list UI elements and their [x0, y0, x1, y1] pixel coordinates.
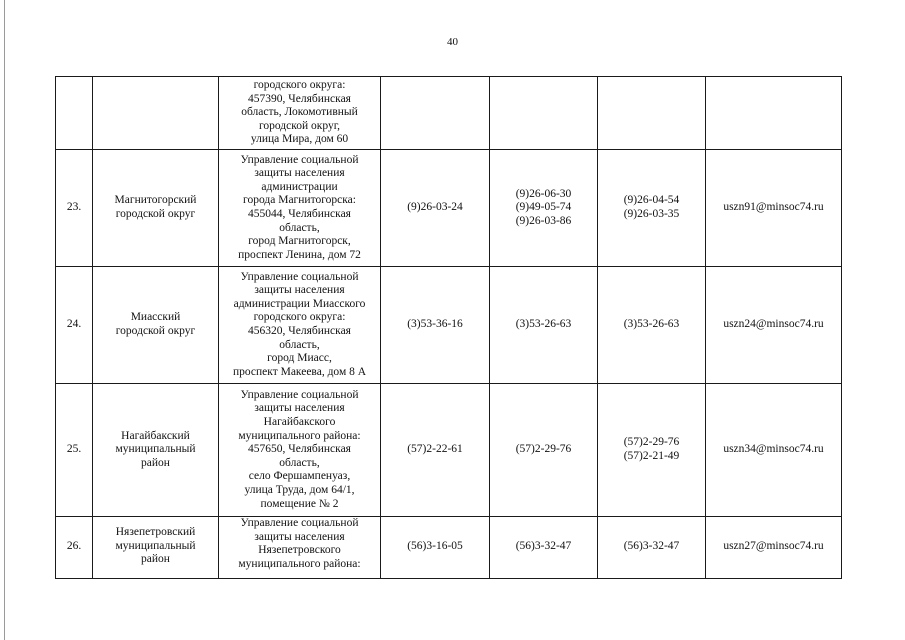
district-cell	[93, 517, 219, 579]
scan-left-edge	[4, 0, 5, 640]
district-line: район	[141, 553, 170, 566]
address-line: 456320, Челябинская	[248, 325, 351, 337]
address-line: улица Мира, дом 60	[250, 133, 349, 146]
address-line: область,	[279, 456, 320, 469]
address-line: проспект Макеева, дом 8 А	[232, 365, 367, 378]
contacts-table	[55, 76, 842, 579]
address-line: область,	[279, 338, 320, 351]
address-line: городского округа:	[253, 79, 346, 92]
address-line: Управление социальной	[240, 270, 359, 283]
fax-cell	[598, 384, 706, 517]
address-line: село Фершампенуаз,	[248, 470, 351, 483]
phone-cell	[381, 150, 490, 267]
address-line: Управление социальной	[240, 388, 359, 401]
district-cell	[93, 384, 219, 517]
address-line: 457390, Челябинская	[248, 92, 351, 105]
phone-cell	[381, 384, 490, 517]
district-line: муниципальный	[115, 539, 196, 552]
district-line: Нязепетровский	[115, 526, 196, 539]
email-cell	[706, 77, 842, 150]
fax-line: (56)3-32-47	[623, 539, 680, 552]
fax-cell	[598, 267, 706, 384]
address-line: защиты населения	[254, 284, 345, 297]
phone2-line: (56)3-32-47	[515, 539, 572, 552]
phone2-cell	[490, 267, 598, 384]
address-line: улица Труда, дом 64/1,	[244, 483, 355, 496]
address-cell	[219, 77, 381, 150]
address-line: муниципального района:	[238, 429, 361, 442]
email-cell: uszn34@minsoc74.ru	[706, 384, 842, 517]
address-line: область, Локомотивный	[241, 106, 358, 119]
row-number-cell: 25.	[56, 384, 93, 517]
table-row	[56, 267, 842, 384]
address-line: проспект Ленина, дом 72	[238, 248, 361, 261]
row-number-cell: 23.	[56, 150, 93, 267]
fax-cell	[598, 150, 706, 267]
district-line: городской округ	[115, 208, 196, 220]
table-row	[56, 150, 842, 267]
district-cell	[93, 150, 219, 267]
district-line: городской округ	[115, 325, 196, 337]
address-line: городского округа:	[253, 311, 346, 324]
table-row	[56, 384, 842, 517]
fax-line: (9)26-04-54	[623, 194, 680, 207]
phone-line: (9)26-03-24	[407, 201, 463, 214]
phone-cell	[381, 517, 490, 579]
address-line: город Магнитогорск,	[248, 235, 351, 248]
phone-cell	[381, 77, 490, 150]
phone2-cell	[490, 150, 598, 267]
fax-line: (3)53-26-63	[623, 318, 680, 331]
email-cell: uszn91@minsoc74.ru	[706, 150, 842, 267]
phone2-line: (9)49-05-74	[515, 201, 572, 214]
phone2-line: (9)26-03-86	[515, 214, 572, 227]
page-number: 40	[447, 36, 458, 48]
table-row	[56, 517, 842, 579]
phone-cell	[381, 267, 490, 384]
address-line: Управление социальной	[240, 153, 359, 166]
phone2-cell	[490, 384, 598, 517]
address-cell	[219, 150, 381, 267]
address-line: Управление социальной	[240, 517, 359, 529]
address-line: защиты населения	[254, 167, 345, 180]
address-line: помещение № 2	[260, 497, 339, 510]
email-cell: uszn27@minsoc74.ru	[706, 517, 842, 579]
row-number-cell: 24.	[56, 267, 93, 384]
phone2-line: (9)26-06-30	[515, 187, 572, 200]
district-line: район	[141, 456, 170, 469]
district-cell	[93, 267, 219, 384]
address-line: защиты населения	[254, 402, 345, 415]
district-cell	[93, 77, 219, 150]
address-cell	[219, 384, 381, 517]
address-line: 457650, Челябинская	[248, 443, 351, 456]
address-line: города Магнитогорска:	[243, 194, 356, 207]
phone2-cell	[490, 77, 598, 150]
address-line: защиты населения	[254, 530, 345, 543]
row-number-cell: 26.	[56, 517, 93, 579]
address-line: муниципального района:	[238, 557, 361, 570]
district-line: муниципальный	[115, 443, 196, 456]
district-line: Нагайбакский	[121, 429, 190, 442]
address-line: Нязепетровского	[258, 544, 341, 557]
phone2-line: (57)2-29-76	[515, 443, 572, 456]
fax-line: (57)2-29-76	[623, 436, 680, 449]
address-line: администрации Миасского	[233, 297, 366, 310]
address-line: 455044, Челябинская	[248, 208, 351, 220]
address-line: Нагайбакского	[263, 416, 336, 429]
district-line: Миасский	[130, 311, 181, 324]
fax-line: (9)26-03-35	[623, 208, 680, 220]
phone-line: (57)2-22-61	[407, 443, 463, 456]
fax-cell	[598, 517, 706, 579]
address-line: городской округ,	[258, 119, 341, 132]
phone-line: (56)3-16-05	[407, 539, 463, 552]
row-number-cell	[56, 77, 93, 150]
fax-line: (57)2-21-49	[623, 450, 680, 462]
address-cell	[219, 267, 381, 384]
address-line: город Миасс,	[267, 352, 332, 365]
address-cell	[219, 517, 381, 579]
district-line: Магнитогорский	[114, 194, 197, 207]
fax-cell	[598, 77, 706, 150]
email-cell: uszn24@minsoc74.ru	[706, 267, 842, 384]
phone2-cell	[490, 517, 598, 579]
phone-line: (3)53-36-16	[407, 318, 463, 331]
phone2-line: (3)53-26-63	[515, 318, 572, 331]
address-line: администрации	[261, 180, 338, 193]
table-row	[56, 77, 842, 150]
address-line: область,	[279, 221, 320, 234]
